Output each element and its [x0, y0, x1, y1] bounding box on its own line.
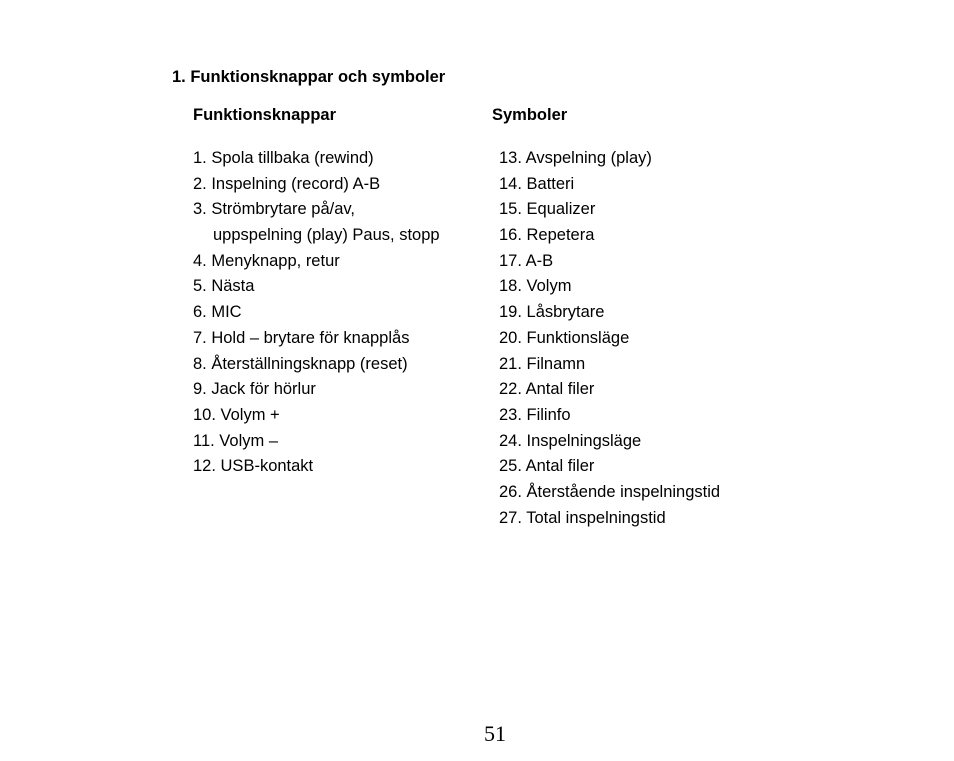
- list-item: 12. USB-kontakt: [193, 457, 314, 476]
- list-item: 16. Repetera: [499, 226, 595, 245]
- list-item: 7. Hold – brytare för knapplås: [193, 328, 410, 347]
- list-item: 26. Återstående inspelningstid: [499, 482, 721, 501]
- list-item: 17. A-B: [499, 251, 554, 270]
- list-item: 4. Menyknapp, retur: [193, 251, 340, 270]
- list-item: 10. Volym +: [193, 405, 280, 424]
- list-item: 2. Inspelning (record) A-B: [193, 174, 381, 193]
- list-item: 14. Batteri: [499, 174, 575, 193]
- list-item: 8. Återställningsknapp (reset): [193, 354, 408, 373]
- symboler-heading: Symboler: [492, 106, 568, 124]
- list-item: 5. Nästa: [193, 277, 255, 296]
- funktionsknappar-list: [193, 146, 440, 480]
- list-item: 21. Filnamn: [499, 354, 586, 373]
- list-item: 9. Jack för hörlur: [193, 380, 316, 399]
- funktionsknappar-heading: Funktionsknappar: [193, 106, 337, 124]
- list-item: 3. Strömbrytare på/av,: [193, 200, 356, 219]
- list-item: 23. Filinfo: [499, 405, 571, 424]
- list-item: 19. Låsbrytare: [499, 303, 605, 322]
- list-item: 15. Equalizer: [499, 200, 596, 219]
- symboler-list: [499, 146, 720, 531]
- list-item: 22. Antal filer: [499, 380, 595, 399]
- list-item: 1. Spola tillbaka (rewind): [193, 149, 374, 167]
- list-item: 11. Volym –: [193, 431, 278, 450]
- list-item: 25. Antal filer: [499, 457, 595, 476]
- list-item: 6. MIC: [193, 303, 242, 322]
- section-title: 1. Funktionsknappar och symboler: [172, 68, 446, 86]
- list-item: 24. Inspelningsläge: [499, 431, 642, 450]
- list-item: 20. Funktionsläge: [499, 328, 630, 347]
- list-item: 13. Avspelning (play): [499, 149, 652, 167]
- list-item-continuation: uppspelning (play) Paus, stopp: [213, 226, 440, 245]
- page-number: 51: [484, 721, 506, 746]
- list-item: 27. Total inspelningstid: [499, 508, 666, 527]
- list-item: 18. Volym: [499, 277, 572, 296]
